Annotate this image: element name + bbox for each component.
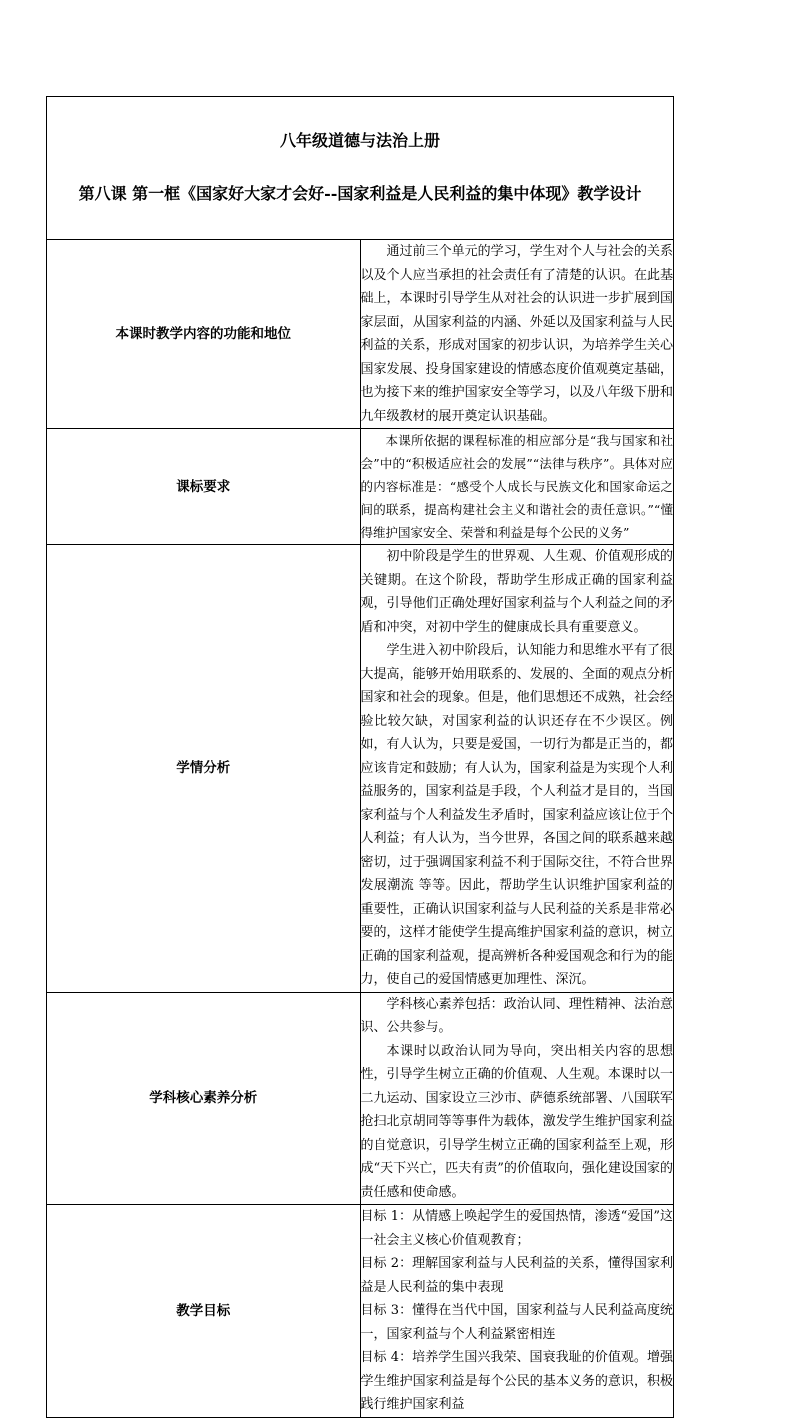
page-title: 八年级道德与法治上册: [279, 131, 440, 150]
goal-item: 目标 1：从情感上唤起学生的爱国热情，渗透“爱国”这一社会主义核心价值观教育；: [360, 1209, 673, 1248]
lesson-title: 第八课 第一框《国家好大家才会好--国家利益是人民利益的集中体现》教学设计: [78, 184, 642, 203]
row-core-literacy: [47, 992, 674, 1205]
row-label: 本课时教学内容的功能和地位: [47, 240, 361, 429]
goal-item: 目标 2：理解国家利益与人民利益的关系，懂得国家利益是人民利益的集中表现: [360, 1256, 673, 1295]
title-cell: [47, 97, 674, 240]
title-row: [47, 97, 674, 240]
goal-item: 目标 4：培养学生国兴我荣、国衰我耻的价值观。增强学生维护国家利益是每个公民的基本义务的意识，积极践行维护国家利益: [360, 1350, 673, 1412]
row-content: [360, 545, 674, 993]
paragraph: 本课所依据的课程标准的相应部分是“我与国家和社会”中的“积极适应社会的发展”“法律与秩序”。具体对应的内容标准是：“感受个人成长与民族文化和国家命运之间的联系，提高构建社会主义和谐社会的责任意识。”“懂得维护国家安全、荣誉和利益是每个公民的义务”: [360, 433, 673, 540]
paragraph: 本课时以政治认同为导向，突出相关内容的思想性，引导学生树立正确的价值观、人生观。本课时以一二九运动、国家设立三沙市、萨德系统部署、八国联军抢扫北京胡同等等事件为载体，激发学生维护国家利益的自觉意识，引导学生树立正确的国家利益至上观，形成“天下兴亡，匹夫有责”的价值取向，强化建设国家的责任感和使命感。: [360, 1043, 673, 1200]
lesson-plan-table: [46, 96, 674, 1418]
paragraph: 学科核心素养包括：政治认同、理性精神、法治意识、公共参与。: [360, 996, 673, 1035]
row-student-analysis: [47, 545, 674, 993]
row-content: [360, 240, 674, 429]
row-label: 课标要求: [47, 429, 361, 545]
paragraph: 初中阶段是学生的世界观、人生观、价值观形成的关键期。在这个阶段，帮助学生形成正确的国家利益观，引导他们正确处理好国家利益与个人利益之间的矛盾和冲突，对初中学生的健康成长具有重要意义。: [360, 549, 673, 635]
row-content: [360, 1205, 674, 1418]
row-content: [360, 429, 674, 545]
goal-item: 目标 3：懂得在当代中国，国家利益与人民利益高度统一，国家利益与个人利益紧密相连: [360, 1303, 673, 1342]
row-label: 学情分析: [47, 545, 361, 993]
row-label: 教学目标: [47, 1205, 361, 1418]
row-teaching-goals: [47, 1205, 674, 1418]
row-function-position: [47, 240, 674, 429]
row-curriculum-standard: [47, 429, 674, 545]
row-content: [360, 992, 674, 1205]
paragraph: 通过前三个单元的学习，学生对个人与社会的关系以及个人应当承担的社会责任有了清楚的认识。在此基础上，本课时引导学生从对社会的认识进一步扩展到国家层面，从国家利益的内涵、外延以及国家利益与人民利益的关系，形成对国家的初步认识，为培养学生关心国家发展、投身国家建设的情感态度价值观奠定基础，也为接下来的维护国家安全等学习，以及八年级下册和九年级教材的展开奠定认识基础。: [360, 244, 673, 424]
paragraph: 学生进入初中阶段后，认知能力和思维水平有了很大提高，能够开始用联系的、发展的、全面的观点分析国家和社会的现象。但是，他们思想还不成熟，社会经验比较欠缺，对国家利益的认识还存在不少误区。例如，有人认为，只要是爱国，一切行为都是正当的，都应该肯定和鼓励；有人认为，国家利益是为实现个人利益服务的，国家利益是手段，个人利益才是目的，当国家利益与个人利益发生矛盾时，国家利益应该让位于个人利益；有人认为，当今世界，各国之间的联系越来越密切，过于强调国家利益不利于国际交往，不符合世界发展潮流 等等。因此，帮助学生认识维护国家利益的重要性，正确认识国家利益与人民利益的关系是非常必要的，这样才能使学生提高维护国家利益的意识，树立正确的国家利益观，提高辨析各种爱国观念和行为的能力，使自己的爱国情感更加理性、深沉。: [360, 643, 673, 987]
row-label: 学科核心素养分析: [47, 992, 361, 1205]
